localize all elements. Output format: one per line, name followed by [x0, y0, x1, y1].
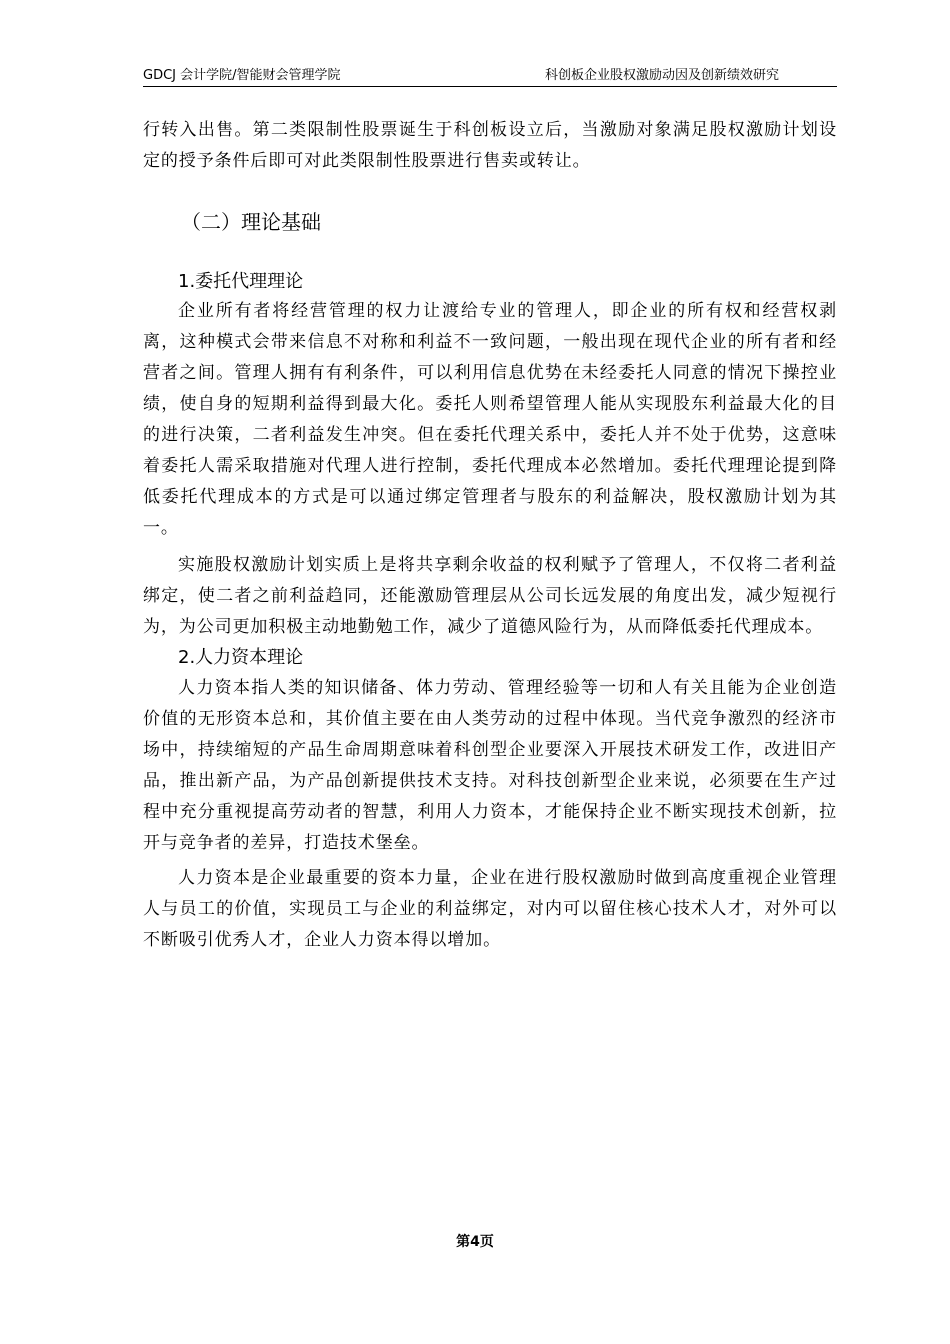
- paragraph: 人力资本是企业最重要的资本力量，企业在进行股权激励时做到高度重视企业管理人与员工的价值，实现员工与企业的利益绑定，对内可以留住核心技术人才，对外可以不断吸引优秀人才，企业人力资本得以增加。: [143, 868, 837, 950]
- continuation-paragraph: 行转入出售。第二类限制性股票诞生于科创板设立后，当激励对象满足股权激励计划设定的授予条件后即可对此类限制性股票进行售卖或转让。: [143, 120, 837, 171]
- section-heading: （二）理论基础: [181, 210, 321, 234]
- subsection-heading-human-capital: 2.人力资本理论: [178, 647, 304, 668]
- header-institution: GDCJ 会计学院/智能财会管理学院: [143, 68, 341, 83]
- page-number: 第4页: [456, 1234, 494, 1250]
- header-paper-title: 科创板企业股权激励动因及创新绩效研究: [544, 68, 779, 83]
- paragraph: 人力资本指人类的知识储备、体力劳动、管理经验等一切和人有关且能为企业创造价值的无形资本总和，其价值主要在由人类劳动的过程中体现。当代竞争激烈的经济市场中，持续缩短的产品生命周期意味着科创型企业要深入开展技术研发工作，改进旧产品，推出新产品，为产品创新提供技术支持。对科技创新型企业来说，必须要在生产过程中充分重视提高劳动者的智慧，利用人力资本，才能保持企业不断实现技术创新，拉开与竞争者的差异，打造技术堡垒。: [143, 678, 837, 853]
- page-content: [143, 115, 837, 956]
- page-header: [143, 66, 837, 87]
- paragraph: 企业所有者将经营管理的权力让渡给专业的管理人，即企业的所有权和经营权剥离，这种模式会带来信息不对称和利益不一致问题，一般出现在现代企业的所有者和经营者之间。管理人拥有有利条件，可以利用信息优势在未经委托人同意的情况下操控业绩，使自身的短期利益得到最大化。委托人则希望管理人能从实现股东利益最大化的目的进行决策，二者利益发生冲突。但在委托代理关系中，委托人并不处于优势，这意味着委托人需采取措施对代理人进行控制，委托代理成本必然增加。委托代理理论提到降低委托代理成本的方式是可以通过绑定管理者与股东的利益解决，股权激励计划为其一。: [143, 301, 837, 538]
- paragraph: 实施股权激励计划实质上是将共享剩余收益的权利赋予了管理人，不仅将二者利益绑定，使二者之前利益趋同，还能激励管理层从公司长远发展的角度出发，减少短视行为，为公司更加积极主动地勤勉工作，减少了道德风险行为，从而降低委托代理成本。: [143, 555, 837, 637]
- subsection-heading-principal-agent: 1.委托代理理论: [178, 271, 304, 292]
